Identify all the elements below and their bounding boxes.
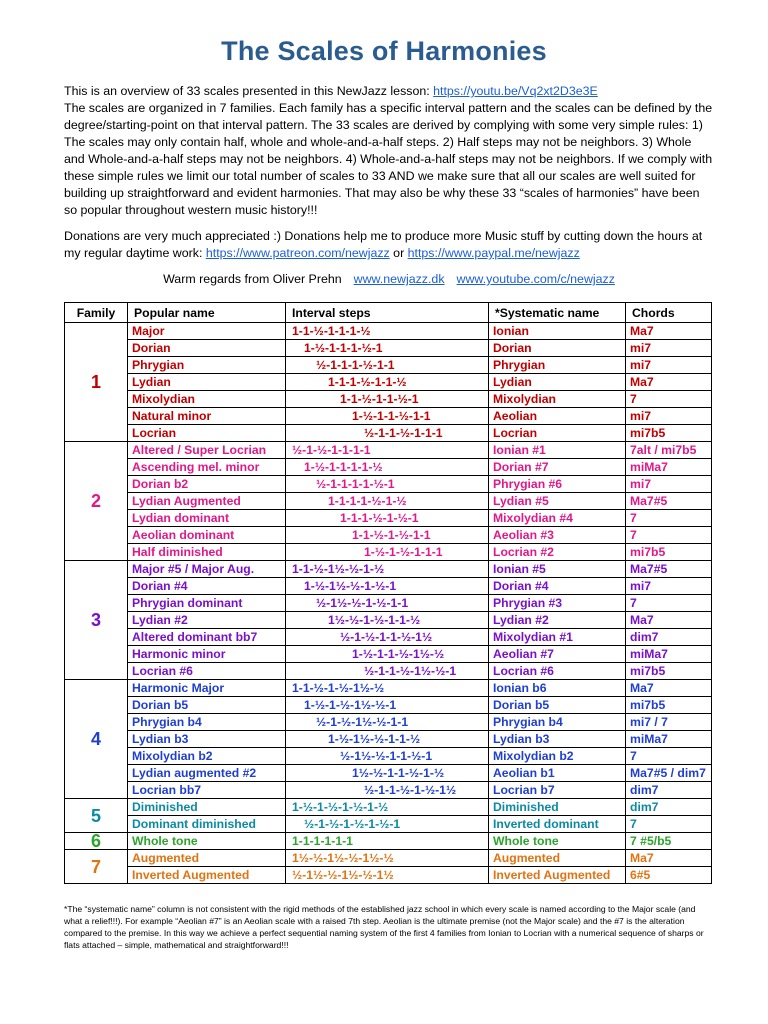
youtube-channel-link[interactable]: www.youtube.com/c/newjazz — [456, 272, 615, 286]
interval-steps-cell: 1-½-1-1-1-½-1 — [286, 340, 489, 357]
interval-steps-cell: ½-1-½-1-½-1-½-1 — [286, 816, 489, 833]
interval-steps-cell: 1-1-½-1-½-1½-½ — [286, 680, 489, 697]
table-row — [65, 476, 712, 493]
systematic-name-cell: Locrian b7 — [489, 782, 626, 799]
scales-table-body — [65, 323, 712, 884]
popular-name-cell: Dorian #4 — [128, 578, 286, 595]
interval-steps-cell: 1-1-1-½-1-1-½ — [286, 374, 489, 391]
interval-steps-cell: 1-½-1-1-½-1-1 — [286, 408, 489, 425]
systematic-name-cell: Ionian — [489, 323, 626, 340]
chords-cell: 7 — [626, 595, 712, 612]
table-row — [65, 323, 712, 340]
interval-steps-cell: ½-1-1-1-1-½-1 — [286, 476, 489, 493]
systematic-name-cell: Whole tone — [489, 833, 626, 850]
popular-name-cell: Diminished — [128, 799, 286, 816]
systematic-name-cell: Ionian b6 — [489, 680, 626, 697]
table-row — [65, 782, 712, 799]
systematic-name-cell: Phrygian #6 — [489, 476, 626, 493]
table-row — [65, 663, 712, 680]
family-number: 2 — [65, 442, 128, 561]
table-row — [65, 799, 712, 816]
popular-name-cell: Altered dominant bb7 — [128, 629, 286, 646]
chords-cell: mi7b5 — [626, 425, 712, 442]
family-number: 5 — [65, 799, 128, 833]
table-row — [65, 391, 712, 408]
popular-name-cell: Major #5 / Major Aug. — [128, 561, 286, 578]
column-header-family: Family — [65, 303, 128, 323]
chords-cell: mi7b5 — [626, 697, 712, 714]
popular-name-cell: Locrian bb7 — [128, 782, 286, 799]
chords-cell: 7 — [626, 510, 712, 527]
interval-steps-cell: ½-1-½-1-1-½-1½ — [286, 629, 489, 646]
systematic-name-cell: Phrygian — [489, 357, 626, 374]
popular-name-cell: Lydian augmented #2 — [128, 765, 286, 782]
donation-text: Donations are very much appreciated :) Donations help me to produce more Music stuff by cutting down the hours at my regular daytime work: — [64, 229, 703, 260]
interval-steps-cell: ½-1-1-½-1-1-1 — [286, 425, 489, 442]
interval-steps-cell: 1½-½-1½-½-1½-½ — [286, 850, 489, 867]
interval-steps-cell: ½-1-1-½-1-½-1½ — [286, 782, 489, 799]
chords-cell: miMa7 — [626, 646, 712, 663]
chords-cell: mi7b5 — [626, 544, 712, 561]
chords-cell: mi7 — [626, 340, 712, 357]
scales-table — [64, 302, 712, 884]
popular-name-cell: Locrian — [128, 425, 286, 442]
systematic-name-cell: Lydian #5 — [489, 493, 626, 510]
family-number: 6 — [65, 833, 128, 850]
chords-cell: dim7 — [626, 799, 712, 816]
table-row — [65, 578, 712, 595]
column-header-chords: Chords — [626, 303, 712, 323]
interval-steps-cell: ½-1½-½-1-½-1-1 — [286, 595, 489, 612]
table-row — [65, 867, 712, 884]
intro-section — [64, 83, 714, 288]
table-row — [65, 612, 712, 629]
interval-steps-cell: 1-½-1½-½-1-1-½ — [286, 731, 489, 748]
chords-cell: 6#5 — [626, 867, 712, 884]
systematic-name-cell: Dorian — [489, 340, 626, 357]
chords-cell: miMa7 — [626, 731, 712, 748]
popular-name-cell: Harmonic Major — [128, 680, 286, 697]
page-title: The Scales of Harmonies — [221, 36, 547, 66]
chords-cell: mi7 — [626, 408, 712, 425]
column-header-popular-name: Popular name — [128, 303, 286, 323]
systematic-name-cell: Lydian #2 — [489, 612, 626, 629]
systematic-name-cell: Phrygian #3 — [489, 595, 626, 612]
systematic-name-cell: Diminished — [489, 799, 626, 816]
systematic-name-cell: Locrian — [489, 425, 626, 442]
systematic-name-cell: Dorian #7 — [489, 459, 626, 476]
interval-steps-cell: 1-½-1½-½-1-½-1 — [286, 578, 489, 595]
chords-cell: mi7b5 — [626, 663, 712, 680]
systematic-name-cell: Augmented — [489, 850, 626, 867]
systematic-name-cell: Lydian — [489, 374, 626, 391]
table-row — [65, 510, 712, 527]
popular-name-cell: Altered / Super Locrian — [128, 442, 286, 459]
footnote: *The “systematic name” column is not consistent with the rigid methods of the established jazz school in which every scale is named according to the Major scale (and what a relief!!!). For example “Aeolian #7” is an Aeolian scale with a raised 7th step. Aeolian is the ultimate premise (not the Major scale) and the #7 is the alteration compared to the premise. In this way we achieve a perfect sequential naming system of the first 4 families from Ionian to Locrian with a numerical sequence of sharps or flats attached – simple, mathematical and straightforward!!! — [64, 904, 704, 950]
interval-steps-cell: 1-1-½-1-½-1-1 — [286, 527, 489, 544]
family-number: 7 — [65, 850, 128, 884]
column-header-interval-steps: Interval steps — [286, 303, 489, 323]
chords-cell: Ma7#5 — [626, 493, 712, 510]
interval-steps-cell: ½-1½-½-1½-½-1½ — [286, 867, 489, 884]
popular-name-cell: Lydian — [128, 374, 286, 391]
chords-cell: 7 — [626, 748, 712, 765]
interval-steps-cell: ½-1-1-½-1½-½-1 — [286, 663, 489, 680]
table-row — [65, 816, 712, 833]
chords-cell: 7 — [626, 391, 712, 408]
chords-cell: 7 #5/b5 — [626, 833, 712, 850]
popular-name-cell: Whole tone — [128, 833, 286, 850]
chords-cell: Ma7 — [626, 612, 712, 629]
interval-steps-cell: 1-½-1-½-1-½-1-½ — [286, 799, 489, 816]
chords-cell: mi7 — [626, 357, 712, 374]
systematic-name-cell: Locrian #6 — [489, 663, 626, 680]
intro-paragraph: The scales are organized in 7 families. Each family has a specific interval pattern and the scales can be defined by the degree/starting-point on that interval pattern. The 33 scales are derived by complying with some very simple rules: 1) The scales may only contain half, whole and whole-and-a-half steps. 2) Half steps may not be neighbors. 3) Whole and Whole-and-a-half steps may not be neighbors. 4) Whole-and-a-half steps may not be neighbors. If we comply with these simple rules we limit our total number of scales to 33 AND we make sure that all our scales are well suited for building up straightforward and evident harmonies. That may also be why these 33 “scales of harmonies” have been so popular throughout western music history!!! — [64, 101, 713, 217]
popular-name-cell: Inverted Augmented — [128, 867, 286, 884]
systematic-name-cell: Ionian #1 — [489, 442, 626, 459]
table-row — [65, 765, 712, 782]
interval-steps-cell: ½-1-1-1-½-1-1 — [286, 357, 489, 374]
donation-paragraph — [64, 228, 714, 262]
chords-cell: 7 — [626, 816, 712, 833]
table-row — [65, 731, 712, 748]
paypal-link[interactable]: https://www.paypal.me/newjazz — [407, 246, 580, 260]
chords-cell: Ma7 — [626, 374, 712, 391]
chords-cell: dim7 — [626, 629, 712, 646]
interval-steps-cell: ½-1-½-1½-½-1-1 — [286, 714, 489, 731]
table-row — [65, 374, 712, 391]
popular-name-cell: Locrian #6 — [128, 663, 286, 680]
systematic-name-cell: Phrygian b4 — [489, 714, 626, 731]
table-row — [65, 459, 712, 476]
column-header-systematic-name: *Systematic name — [489, 303, 626, 323]
interval-steps-cell: 1½-½-1-½-1-1-½ — [286, 612, 489, 629]
chords-cell: 7 — [626, 527, 712, 544]
popular-name-cell: Phrygian b4 — [128, 714, 286, 731]
interval-steps-cell: 1-1-½-1-1-½-1 — [286, 391, 489, 408]
systematic-name-cell: Inverted Augmented — [489, 867, 626, 884]
popular-name-cell: Major — [128, 323, 286, 340]
regards-line — [64, 271, 714, 288]
systematic-name-cell: Aeolian b1 — [489, 765, 626, 782]
systematic-name-cell: Locrian #2 — [489, 544, 626, 561]
table-row — [65, 646, 712, 663]
table-row — [65, 748, 712, 765]
table-row — [65, 408, 712, 425]
interval-steps-cell: 1-1-½-1-1-1-½ — [286, 323, 489, 340]
systematic-name-cell: Aeolian — [489, 408, 626, 425]
family-number: 3 — [65, 561, 128, 680]
chords-cell: mi7 / 7 — [626, 714, 712, 731]
popular-name-cell: Half diminished — [128, 544, 286, 561]
table-row — [65, 340, 712, 357]
systematic-name-cell: Ionian #5 — [489, 561, 626, 578]
popular-name-cell: Natural minor — [128, 408, 286, 425]
interval-steps-cell: 1-½-1-1-½-1½-½ — [286, 646, 489, 663]
table-row — [65, 833, 712, 850]
table-row — [65, 595, 712, 612]
interval-steps-cell: 1-½-1-1-1-1-½ — [286, 459, 489, 476]
table-row — [65, 425, 712, 442]
interval-steps-cell: 1-1-½-1½-½-1-½ — [286, 561, 489, 578]
table-row — [65, 561, 712, 578]
popular-name-cell: Dorian — [128, 340, 286, 357]
chords-cell: mi7 — [626, 476, 712, 493]
popular-name-cell: Ascending mel. minor — [128, 459, 286, 476]
chords-cell: mi7 — [626, 578, 712, 595]
interval-steps-cell: ½-1-½-1-1-1-1 — [286, 442, 489, 459]
popular-name-cell: Lydian Augmented — [128, 493, 286, 510]
systematic-name-cell: Dorian #4 — [489, 578, 626, 595]
table-row — [65, 714, 712, 731]
popular-name-cell: Augmented — [128, 850, 286, 867]
intro-line-1 — [64, 83, 714, 100]
systematic-name-cell: Aeolian #7 — [489, 646, 626, 663]
popular-name-cell: Lydian dominant — [128, 510, 286, 527]
table-row — [65, 544, 712, 561]
systematic-name-cell: Mixolydian — [489, 391, 626, 408]
table-row — [65, 442, 712, 459]
systematic-name-cell: Mixolydian #4 — [489, 510, 626, 527]
popular-name-cell: Phrygian — [128, 357, 286, 374]
popular-name-cell: Dorian b5 — [128, 697, 286, 714]
chords-cell: Ma7#5 / dim7 — [626, 765, 712, 782]
interval-steps-cell: 1-1-1-1-½-1-½ — [286, 493, 489, 510]
systematic-name-cell: Mixolydian #1 — [489, 629, 626, 646]
chords-cell: Ma7 — [626, 323, 712, 340]
popular-name-cell: Dominant diminished — [128, 816, 286, 833]
chords-cell: dim7 — [626, 782, 712, 799]
table-row — [65, 493, 712, 510]
systematic-name-cell: Inverted dominant — [489, 816, 626, 833]
table-row — [65, 680, 712, 697]
donation-or: or — [389, 246, 408, 260]
popular-name-cell: Dorian b2 — [128, 476, 286, 493]
popular-name-cell: Mixolydian b2 — [128, 748, 286, 765]
table-row — [65, 357, 712, 374]
chords-cell: miMa7 — [626, 459, 712, 476]
table-row — [65, 697, 712, 714]
newjazz-site-link[interactable]: www.newjazz.dk — [353, 272, 445, 286]
popular-name-cell: Harmonic minor — [128, 646, 286, 663]
patreon-link[interactable]: https://www.patreon.com/newjazz — [205, 246, 390, 260]
popular-name-cell: Lydian #2 — [128, 612, 286, 629]
systematic-name-cell: Lydian b3 — [489, 731, 626, 748]
table-row — [65, 629, 712, 646]
interval-steps-cell: ½-1½-½-1-1-½-1 — [286, 748, 489, 765]
table-row — [65, 527, 712, 544]
interval-steps-cell: 1-1-1-1-1-1 — [286, 833, 489, 850]
family-number: 4 — [65, 680, 128, 799]
lesson-link[interactable]: https://youtu.be/Vq2xt2D3e3E — [433, 84, 598, 98]
table-row — [65, 850, 712, 867]
popular-name-cell: Aeolian dominant — [128, 527, 286, 544]
popular-name-cell: Phrygian dominant — [128, 595, 286, 612]
family-number: 1 — [65, 323, 128, 442]
interval-steps-cell: 1-1-1-½-1-½-1 — [286, 510, 489, 527]
chords-cell: 7alt / mi7b5 — [626, 442, 712, 459]
interval-steps-cell: 1½-½-1-1-½-1-½ — [286, 765, 489, 782]
table-header-row — [65, 303, 712, 323]
chords-cell: Ma7#5 — [626, 561, 712, 578]
chords-cell: Ma7 — [626, 680, 712, 697]
systematic-name-cell: Dorian b5 — [489, 697, 626, 714]
interval-steps-cell: 1-½-1-½-1-1-1 — [286, 544, 489, 561]
intro-lead-text: This is an overview of 33 scales presented in this NewJazz lesson: — [64, 84, 434, 98]
regards-text: Warm regards from Oliver Prehn — [163, 272, 342, 286]
popular-name-cell: Lydian b3 — [128, 731, 286, 748]
interval-steps-cell: 1-½-1-½-1½-½-1 — [286, 697, 489, 714]
chords-cell: Ma7 — [626, 850, 712, 867]
systematic-name-cell: Mixolydian b2 — [489, 748, 626, 765]
systematic-name-cell: Aeolian #3 — [489, 527, 626, 544]
popular-name-cell: Mixolydian — [128, 391, 286, 408]
